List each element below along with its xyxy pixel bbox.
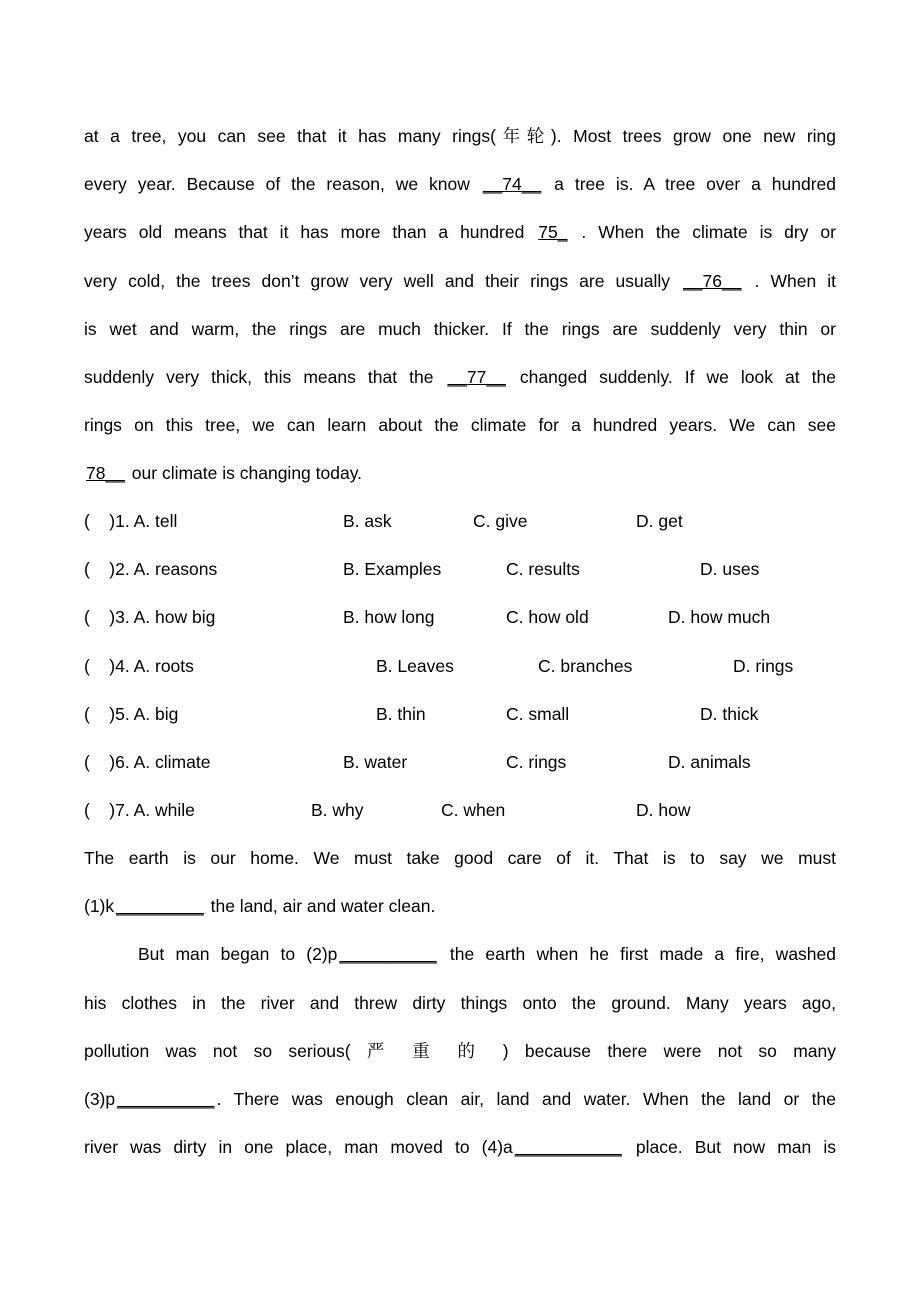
option-d: D. how [636,800,691,821]
text-segment: very cold, the trees don’t grow very well and their rings are usually [84,270,682,291]
text-segment: But man began to (2)p [138,944,338,965]
text-segment: The earth is our home. We must take good care of it. That is to say we must [84,848,836,868]
option-c: C. give [473,511,528,531]
passage-line [84,461,836,485]
passage-line [84,1135,836,1159]
passage-line [138,942,836,966]
option-c: C. branches [538,655,633,676]
option-c: C. how old [506,607,589,628]
option-d: D. how much [668,607,771,628]
text-segment: the earth when he first made a fire, washed [438,944,836,965]
passage-line [84,317,836,341]
text-segment: at a tree, you can see that it has many rings(年轮). Most trees grow one new ring [84,126,836,146]
text-segment: rings on this tree, we can learn about the climate for a hundred years. We can see [84,415,836,436]
question-number-option-a: ( )2. A. reasons [84,559,218,580]
text-segment: is wet and warm, the rings are much thicker. If the rings are suddenly very thin or [84,318,836,339]
text-segment: every year. Because of the reason, we know [84,174,481,195]
passage-line [84,124,836,148]
text-segment: our climate is changing today. [126,463,363,484]
question-number-option-a: ( )1. A. tell [84,511,178,531]
passage-line [84,269,836,293]
option-b: B. Examples [343,559,442,580]
text-segment: (1)k [84,896,115,917]
answer-blank: ___________ [514,1137,622,1158]
answer-blank: 78__ [86,463,125,484]
text-segment: river was dirty in one place, man moved to (4)a [84,1137,513,1158]
text-segment: . When it [743,270,836,291]
answer-blank: 75_ [538,222,568,243]
question-number-option-a: ( )6. A. climate [84,752,211,772]
option-d: D. uses [700,559,760,580]
answer-blank: __76__ [683,270,742,291]
option-b: B. ask [343,511,392,531]
text-segment: his clothes in the river and threw dirty things onto the ground. Many years ago, [84,992,836,1013]
passage-line [84,1087,836,1111]
question-number-option-a: ( )3. A. how big [84,607,216,628]
question-number-option-a: ( )5. A. big [84,703,179,724]
option-c: C. small [506,703,570,724]
option-c: C. rings [506,752,567,772]
passage-line [84,846,836,870]
passage-line [84,991,836,1015]
passage-line [84,172,836,196]
answer-blank: __74__ [482,174,542,195]
option-b: B. Leaves [376,655,454,676]
option-d: D. animals [668,752,751,772]
passage-line [84,1039,836,1063]
option-d: D. thick [700,703,759,724]
option-d: D. get [636,511,683,531]
answer-blank: __________ [117,1089,215,1109]
answer-blank: __________ [339,944,437,965]
option-b: B. thin [376,703,426,724]
option-b: B. water [343,752,408,772]
question-number-option-a: ( )7. A. while [84,800,195,821]
option-b: B. how long [343,607,435,628]
passage-line [84,894,836,918]
passage-line [84,365,836,389]
text-segment: (3)p [84,1089,116,1109]
option-b: B. why [311,800,364,821]
passage-line [84,220,836,244]
option-c: C. when [441,800,506,821]
answer-blank: __77__ [447,367,506,387]
text-segment: pollution was not so serious( 严 重 的 ) because there were not so many [84,1040,836,1061]
text-segment: changed suddenly. If we look at the [507,367,836,387]
question-number-option-a: ( )4. A. roots [84,655,194,676]
text-segment: the land, air and water clean. [205,896,436,917]
answer-blank: _________ [116,896,204,917]
text-segment: . When the climate is dry or [569,222,836,243]
passage-line [84,413,836,437]
text-segment: . There was enough clean air, land and water. When the land or the [216,1089,836,1109]
text-segment: a tree is. A tree over a hundred [543,174,836,195]
option-c: C. results [506,559,580,580]
text-segment: place. But now man is [623,1137,836,1158]
text-segment: suddenly very thick, this means that the [84,367,446,387]
option-d: D. rings [733,655,794,676]
text-segment: years old means that it has more than a hundred [84,222,537,243]
